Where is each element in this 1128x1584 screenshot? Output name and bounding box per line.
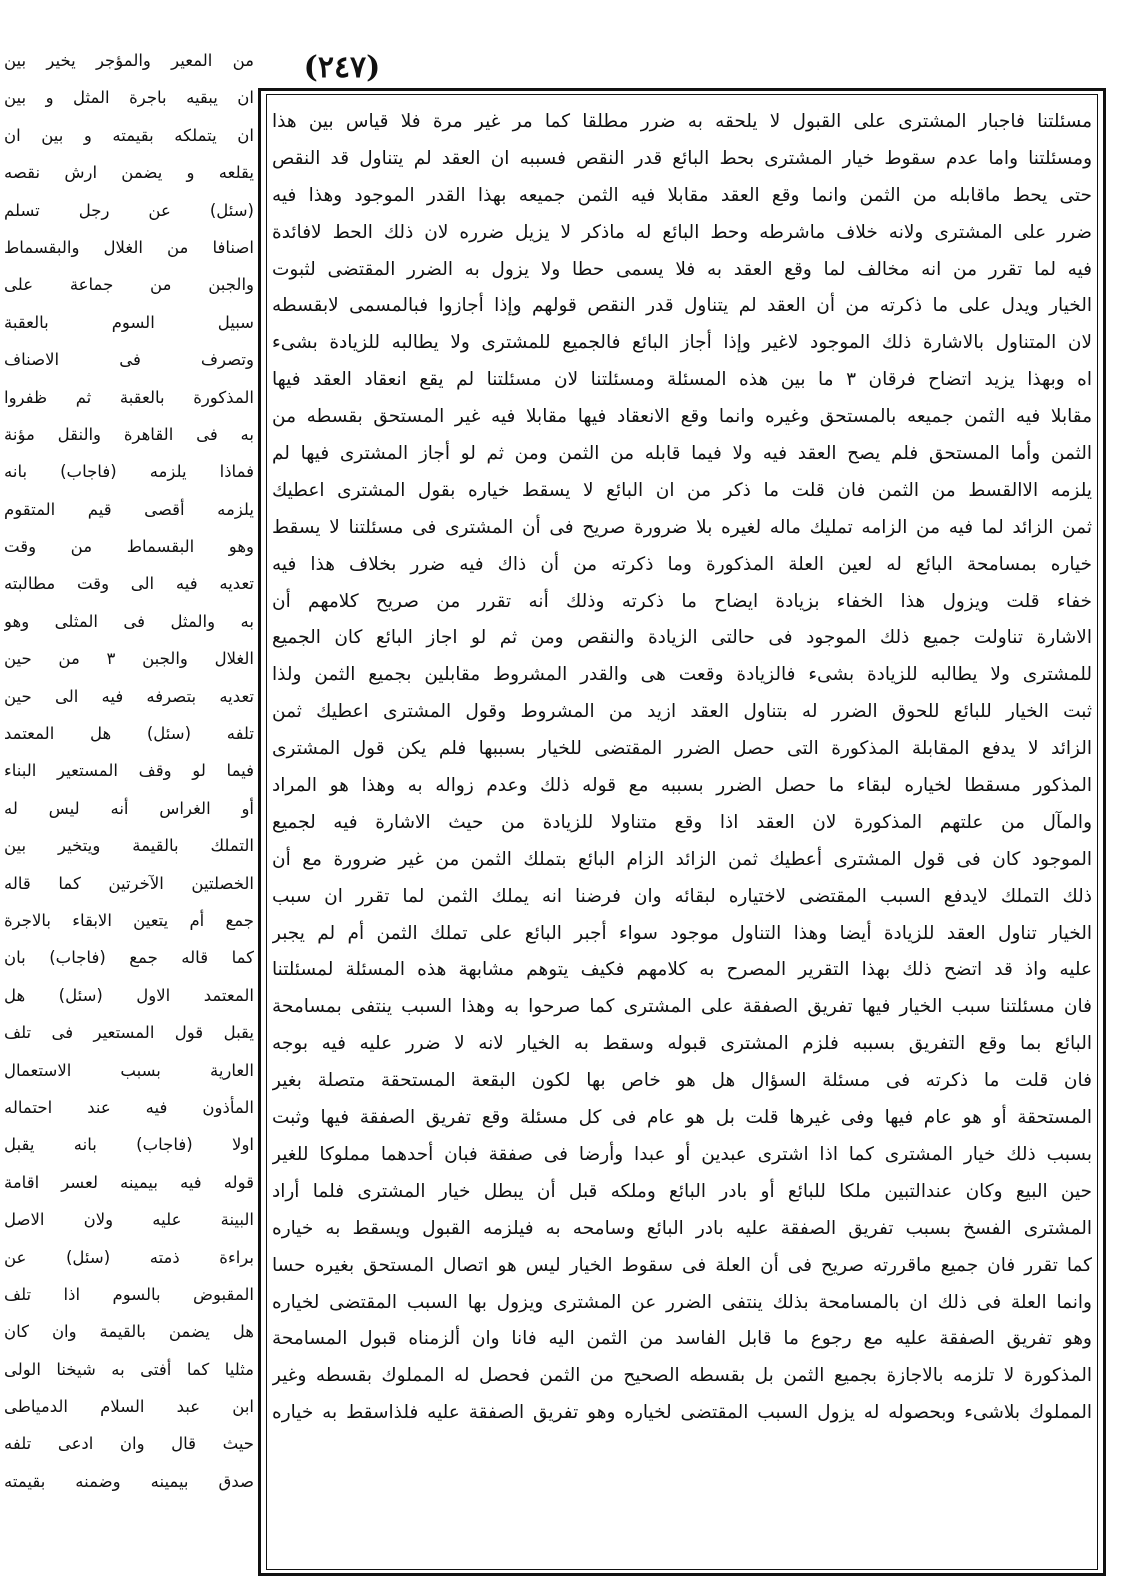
margin-note-line: البينة عليه ولان الاصل	[4, 1210, 254, 1230]
margin-note-line: ان يتملكه بقيمته و بين ان	[4, 125, 254, 145]
margin-note-line: براءة ذمته (سئل) عن	[4, 1247, 254, 1267]
main-text-line: ثبت الخيار للبائع للحوق الضرر له بتناول العقد ازيد من المشروط وقول المشترى اعطيك ثمن	[272, 701, 1092, 723]
margin-note-line: التملك بالقيمة ويتخير بين	[4, 836, 254, 856]
margin-note-line: صدق بيمينه وضمنه بقيمته	[4, 1471, 254, 1491]
main-text-line: ذلك التملك لايدفع السبب المقتضى لاختياره لبقائه وان فرضنا انه يملك الثمن لما تقرر ان سبب	[272, 885, 1092, 907]
main-text-line: بسبب ذلك خيار المشترى كما اذا اشترى عبدين أو عبدا وأرضا فى صفقة فبان أحدهما مملوكا للغير	[272, 1143, 1092, 1165]
margin-note-line: هل يضمن بالقيمة وان كان	[4, 1322, 254, 1342]
main-text-line: لان المتناول بالاشارة ذلك الموجود لاغير وإذا أجاز البائع فالجميع للمشترى ولا يطالبه للزيادة بشىء	[272, 332, 1092, 354]
margin-note-line: مثليا كما أفتى به شيخنا الولى	[4, 1359, 254, 1379]
main-text-line: حتى يحط ماقابله من الثمن وانما وقع العقد مقابلا فيه الثمن جميعه بهذا القدر الموجود وهذا فيه	[272, 184, 1092, 206]
main-text-line: ضرر على المشترى ولانه خلاف ماشرطه وحط البائع له ماذكر لا يزيل ضرره لان ذلك الحط لافائدة	[272, 221, 1092, 243]
main-text-line: المستحقة أو هو عام فيها وفى غيرها قلت بل هو عام فى كل مسئلة وقع تفريق الصفقة فيها وثبت	[272, 1107, 1092, 1129]
margin-note-line: فماذا يلزمه (فاجاب) بانه	[4, 462, 254, 482]
margin-note-line: أو الغراس أنه ليس له	[4, 798, 254, 818]
main-text-line: مقابلا فيه الثمن جميعه بالمستحق وغيره وانما وقع الانعقاد فيها مقابلا فيه غير المستحق بقسطه من	[272, 406, 1092, 428]
main-text-line: البائع بما وقع التفريق بسببه فلزم المشترى قبوله وسقط به الخيار لانه لا ضرر عليه فيه بوجه	[272, 1033, 1092, 1055]
main-text-line: ثمن الزائد لما فيه من الزامه تمليك ماله لغيره بلا ضرورة صريح فى أن المشترى فى مسئلتنا لا يسقط	[272, 516, 1092, 538]
margin-note-line: والجبن من جماعة على	[4, 275, 254, 295]
margin-note-line: جمع أم يتعين الابقاء بالاجرة	[4, 910, 254, 930]
main-text-line: فان قلت ما ذكرته فى مسئلة السؤال هل هو خاص بها لكون البقعة المستحقة متصلة بغير	[272, 1070, 1092, 1092]
main-text-line: عليه واذ قد اتضح ذلك بهذا التقرير المصرح به كلامهم فكيف يتوهم مشابهة هذه المسئلة لمسئلتنا	[272, 959, 1092, 981]
margin-note-line: قوله فيه بيمينه لعسر اقامة	[4, 1172, 254, 1192]
main-text-line: المذكور مسقطا لخياره لبقاء ما حصل الضرر بسببه مع قوله ذلك وعدم زواله به وهذا هو المراد	[272, 775, 1092, 797]
margin-note-line: الغلال والجبن ٣ من حين	[4, 649, 254, 669]
main-text-line: الزائد لا يدفع المقابلة المذكورة التى حصل الضرر المقتضى للخيار بسببها فلم يكن قول المشترى	[272, 738, 1092, 760]
main-text-line: المشترى الفسخ بسبب تفريق الصفقة عليه بادر البائع وسامحه به فيلزمه القبول ويسقط به خياره	[272, 1217, 1092, 1239]
main-text-line: ومسئلتنا واما عدم سقوط خيار المشترى بحط البائع قدر النقص فسببه ان العقد لم يتناول قد النقص	[272, 147, 1092, 169]
main-text-line: خفاء قلت ويزول هذا الخفاء بزيادة ايضاح ما ذكرته وذلك أنه تقرر من صريح كلامهم أن	[272, 590, 1092, 612]
margin-note-line: من المعير والمؤجر يخير بين	[4, 51, 254, 70]
main-text-line: اه وبهذا يزيد اتضاح فرقان ٣ ما بين هذه المسئلة ومسئلتنا لان مسئلتنا لم يقع انعقاد العقد فيها	[272, 369, 1092, 391]
main-text-line: فان مسئلتنا سبب الخيار فيها تفريق الصفقة على المشترى كما صرحوا به وهذا السبب ينتفى بمسامحة	[272, 996, 1092, 1018]
margin-note-line: به والمثل فى المثلى وهو	[4, 611, 254, 631]
main-text-line: للمشترى ولا يطالبه للزيادة بشىء فالزيادة وقعت هى والقدر المشروط مقابلين بجميع الثمن ولذا	[272, 664, 1092, 686]
margin-note-line: ان يبقيه باجرة المثل و بين	[4, 88, 254, 108]
margin-note-line: اصنافا من الغلال والبقسماط	[4, 237, 254, 257]
main-text-line: الخيار تناول العقد للزيادة أيضا وهذا التناول موجود سواء أجبر البائع على تملك الثمن أم لم يجبر	[272, 922, 1092, 944]
margin-note-line: حيث قال وان ادعى تلفه	[4, 1434, 254, 1454]
main-text-line: الخيار ويدل على ما ذكرته من أن العقد لم يتناول قدر النقص قولهم وإذا أجازوا فبالمسمى لابقسطه	[272, 295, 1092, 317]
margin-note-line: تعديه فيه الى وقت مطالبته	[4, 574, 254, 594]
main-text-line: المذكورة لا تلزمه بالاجازة بجميع الثمن بل بقسطه الصحيح من الثمن فحصل له المملوك بقسطه وغير	[272, 1365, 1092, 1387]
main-text-line: يلزمه الاالقسط من الثمن فان قلت ما ذكر من ان البائع لا يسقط خياره بقول المشترى اعطيك	[272, 479, 1092, 501]
main-text-line: فيه لما تقرر من انه مخالف لما وقع العقد به فلا يسمى حطا ولا يزول به الضرر المقتضى لثبوت	[272, 258, 1092, 280]
margin-note-line: الخصلتين الآخرتين كما قاله	[4, 873, 254, 893]
main-text-line: المملوك بلاشىء وبحصوله له يزول السبب المقتضى لخياره وهو تفريق الصفقة عليه فلذاسقط به خياره	[272, 1402, 1092, 1424]
margin-note-line: وهو البقسماط من وقت	[4, 537, 254, 557]
margin-note-line: يلزمه أقصى قيم المتقوم	[4, 499, 254, 519]
margin-note-line: اولا (فاجاب) بانه يقبل	[4, 1135, 254, 1155]
main-text-line: حين البيع وكان عندالتبين ملكا للبائع أو بادر البائع وملكه قبل أن يبطل خيار المشترى فلما أراد	[272, 1180, 1092, 1202]
main-text-line: مسئلتنا فاجبار المشترى على القبول لا يلحقه به ضرر مطلقا كما مر غير مرة فلا قياس بين هذا	[272, 111, 1092, 132]
main-text-line: الثمن وأما المستحق فلم يصح العقد فيه ولا فيما قابله من الثمن ومن ثم لو أجاز المشترى فيها لم	[272, 443, 1092, 465]
margin-note-line: المأذون فيه عند احتماله	[4, 1097, 254, 1117]
main-text-line: والمآل من علتهم المذكورة لان العقد اذا وقع متناولا للزيادة من حيث الاشارة فيه لجميع	[272, 811, 1092, 833]
margin-note-line: العارية بسبب الاستعمال	[4, 1060, 254, 1080]
page-number: (٢٤٧)	[303, 50, 381, 85]
main-text-line: خياره بمسامحة البائع له لعين العلة المذكورة وما ذكرته من أن ذاك فيه ضرر بخلاف هذا فيه	[272, 553, 1092, 575]
main-text-line: الموجود كان فى قول المشترى أعطيك ثمن الزائد الزام البائع بتملك الثمن من غير ضرورة مع أن	[272, 848, 1092, 870]
main-text-line: وانما العلة فى ذلك ان بالمسامحة بذلك ينتفى الضرر عن المشترى ويزول بها السبب المقتضى لخياره	[272, 1291, 1092, 1313]
margin-note-line: المعتمد الاول (سئل) هل	[4, 985, 254, 1005]
margin-note-line: كما قاله جمع (فاجاب) بان	[4, 948, 254, 968]
margin-note-line: تعديه بتصرفه فيه الى حين	[4, 686, 254, 706]
margin-note-line: سبيل السوم بالعقبة	[4, 312, 254, 332]
margin-note-line: به فى القاهرة والنقل مؤنة	[4, 424, 254, 444]
margin-note-line: تلفه (سئل) هل المعتمد	[4, 724, 254, 744]
margin-note-line: فيما لو وقف المستعير البناء	[4, 761, 254, 781]
margin-note-line: ابن عبد السلام الدمياطى	[4, 1397, 254, 1417]
margin-note-line: (سئل) عن رجل تسلم	[4, 200, 254, 220]
main-text-block	[272, 104, 1092, 1566]
margin-note-line: المذكورة بالعقبة ثم ظفروا	[4, 387, 254, 407]
margin-note-line: المقبوض بالسوم اذا تلف	[4, 1284, 254, 1304]
margin-note-line: يقبل قول المستعير فى تلف	[4, 1023, 254, 1043]
margin-notes	[4, 42, 254, 1576]
main-text-line: الاشارة تناولت جميع ذلك الموجود فى حالتى الزيادة والنقص ومن ثم لو اجاز البائع كان الجميع	[272, 627, 1092, 649]
main-text-line: كما تقرر فان جميع ماقررته صريح فى أن العلة فى سقوط الخيار ليس هو اتصال المستحق بغيره حسا	[272, 1254, 1092, 1276]
main-text-line: وهو تفريق الصفقة عليه مع رجوع ما قابل الفاسد من الثمن اليه فانا وان ألزمناه قبول المسامحة	[272, 1328, 1092, 1350]
margin-note-line: وتصرف فى الاصناف	[4, 350, 254, 370]
margin-note-line: يقلعه و يضمن ارش نقصه	[4, 163, 254, 183]
